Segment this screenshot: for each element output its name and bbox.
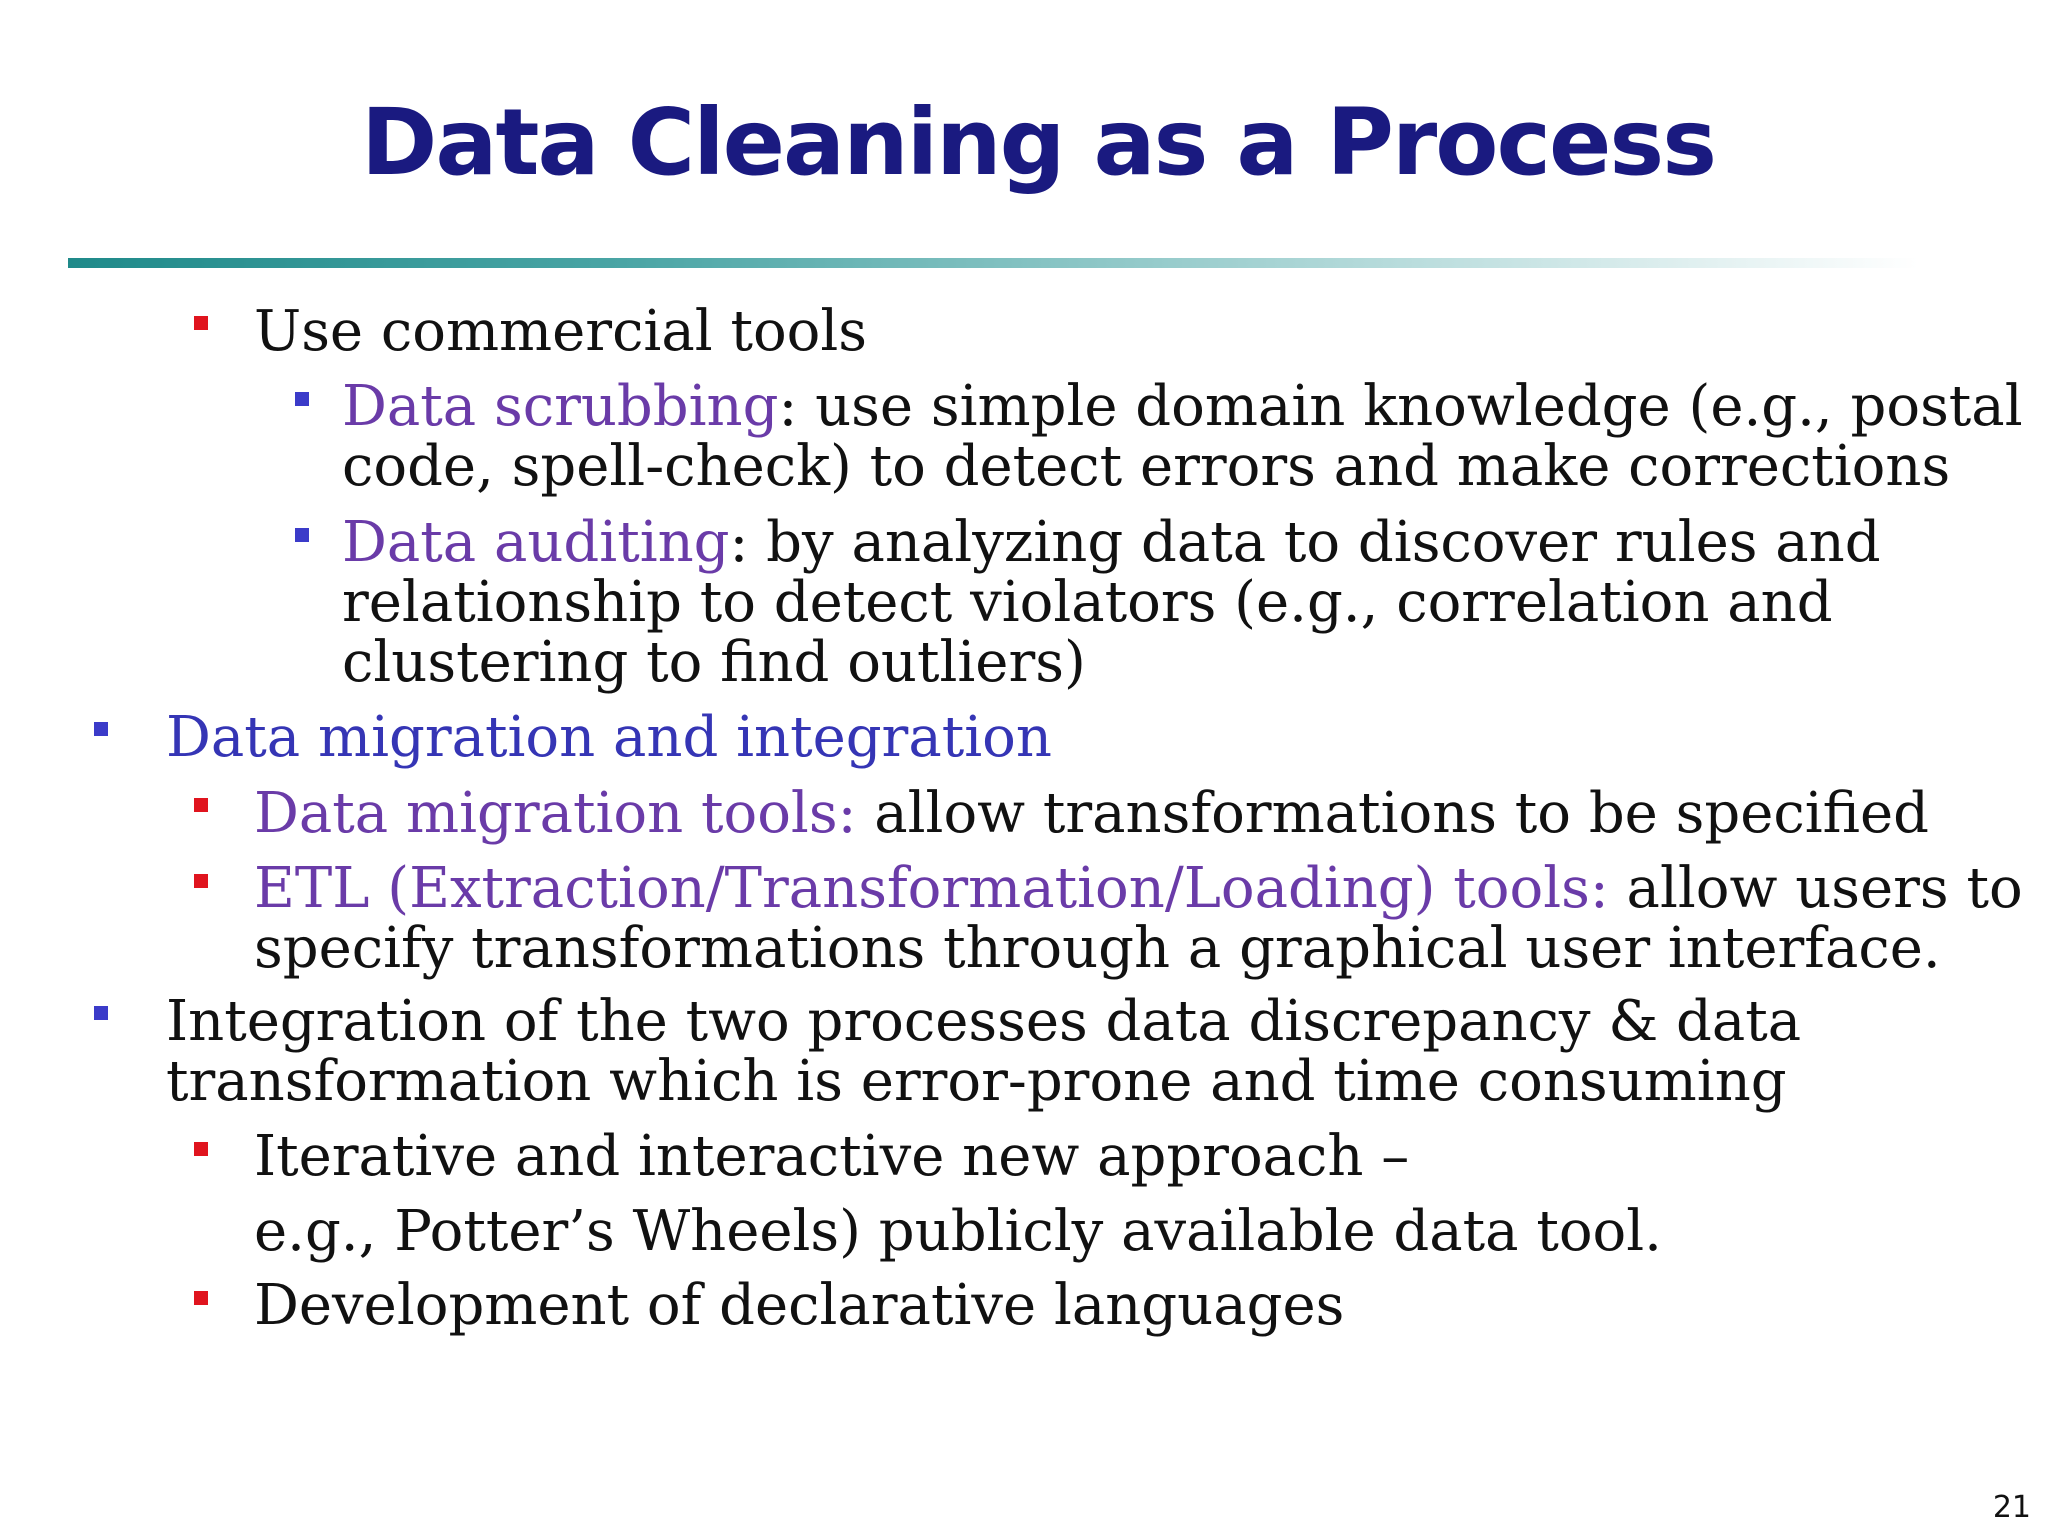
data-scrubbing-line-1 — [342, 374, 2023, 439]
bullet-marker — [94, 1006, 108, 1020]
data-auditing-line-2: relationship to detect violators (e.g., correlation and — [342, 570, 1833, 635]
data-scrubbing-line-2: code, spell-check) to detect errors and make corrections — [342, 434, 1951, 499]
data-auditing-term: Data auditing — [342, 510, 730, 575]
data-auditing-text: : by analyzing data to discover rules and — [729, 510, 1881, 575]
bullet-marker — [295, 392, 309, 406]
integration-line-1: Integration of the two processes data discrepancy & data — [166, 989, 1802, 1054]
etl-tools-line-1 — [254, 856, 2023, 921]
bullet-marker — [295, 528, 309, 542]
bullet-marker — [94, 722, 108, 736]
data-scrubbing-term: Data scrubbing — [342, 374, 779, 439]
bullet-marker — [194, 316, 208, 330]
data-auditing-line-3: clustering to find outliers) — [342, 630, 1086, 695]
data-migration-tools-text: allow transformations to be specified — [856, 781, 1929, 846]
iterative-approach-line-2: e.g., Potter’s Wheels) publicly available data tool. — [254, 1199, 1662, 1264]
etl-tools-text: allow users to — [1608, 856, 2023, 921]
iterative-approach-line-1: Iterative and interactive new approach – — [254, 1124, 1410, 1189]
bullet-use-commercial-tools: Use commercial tools — [254, 299, 868, 364]
etl-tools-line-2: specify transformations through a graphical user interface. — [254, 916, 1941, 981]
etl-tools-term: ETL (Extraction/Transformation/Loading) tools: — [254, 856, 1609, 921]
bullet-marker — [194, 874, 208, 888]
data-migration-tools-line — [254, 781, 1929, 846]
page-number: 21 — [1992, 1490, 2031, 1525]
data-migration-tools-term: Data migration tools: — [254, 781, 857, 846]
bullet-marker — [194, 1142, 208, 1156]
bullet-data-migration-integration: Data migration and integration — [166, 705, 1052, 770]
slide-title: Data Cleaning as a Process — [361, 89, 1715, 196]
data-auditing-line-1 — [342, 510, 1881, 575]
bullet-marker — [194, 1291, 208, 1305]
title-divider — [68, 258, 1918, 268]
bullet-marker — [194, 798, 208, 812]
declarative-languages-line: Development of declarative languages — [254, 1273, 1345, 1338]
data-scrubbing-text: : use simple domain knowledge (e.g., postal — [778, 374, 2023, 439]
integration-line-2: transformation which is error-prone and time consuming — [166, 1049, 1787, 1114]
